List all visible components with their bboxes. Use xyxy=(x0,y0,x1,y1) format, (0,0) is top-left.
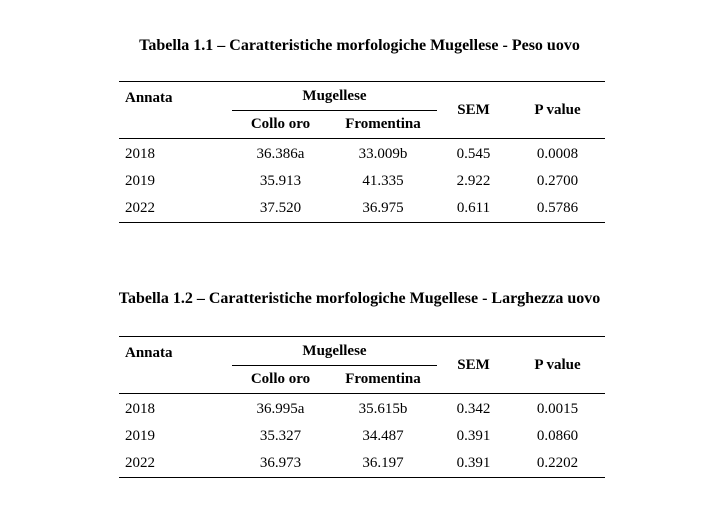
collo-oro-cell: 36.995a xyxy=(256,401,305,417)
collo-oro-cell: 35.327 xyxy=(259,428,302,444)
sem-cell: 0.611 xyxy=(437,195,510,223)
sem-cell: 2.922 xyxy=(456,173,491,189)
table-row xyxy=(119,139,605,169)
sem-cell: 0.342 xyxy=(456,401,491,417)
table-row xyxy=(119,450,605,478)
collo-oro-cell: 36.973 xyxy=(232,450,329,478)
sem-header: SEM xyxy=(437,337,510,394)
p-value-header: P value xyxy=(510,337,605,394)
year-cell: 2018 xyxy=(125,401,155,417)
p-value-cell: 0.0860 xyxy=(536,428,579,444)
table-row xyxy=(119,168,605,195)
fromentina-header: Fromentina xyxy=(329,366,437,394)
collo-oro-header: Collo oro xyxy=(232,366,329,394)
annata-header: Annata xyxy=(119,337,232,394)
fromentina-cell: 34.487 xyxy=(362,428,404,444)
mugellese-group-header: Mugellese xyxy=(232,82,437,111)
table-1-caption: Tabella 1.1 – Caratteristiche morfologiche Mugellese - Peso uovo xyxy=(139,37,580,54)
egg-width-table xyxy=(119,336,605,478)
fromentina-header: Fromentina xyxy=(329,111,437,139)
p-value-cell: 0.2700 xyxy=(536,173,579,189)
mugellese-group-header: Mugellese xyxy=(232,337,437,366)
fromentina-cell: 41.335 xyxy=(362,173,404,189)
sem-header: SEM xyxy=(437,82,510,139)
collo-oro-cell: 35.913 xyxy=(259,173,302,189)
p-value-cell: 0.0008 xyxy=(536,146,579,162)
collo-oro-cell: 36.386a xyxy=(256,146,305,162)
year-cell: 2022 xyxy=(119,195,232,223)
table-2-caption: Tabella 1.2 – Caratteristiche morfologiche Mugellese - Larghezza uovo xyxy=(118,290,601,307)
collo-oro-cell: 37.520 xyxy=(232,195,329,223)
p-value-cell: 0.2202 xyxy=(510,450,605,478)
p-value-cell: 0.5786 xyxy=(510,195,605,223)
sem-cell: 0.391 xyxy=(437,450,510,478)
sem-cell: 0.391 xyxy=(456,428,491,444)
fromentina-cell: 36.197 xyxy=(329,450,437,478)
collo-oro-header: Collo oro xyxy=(232,111,329,139)
fromentina-cell: 33.009b xyxy=(358,146,408,162)
table-row xyxy=(119,423,605,450)
p-value-header: P value xyxy=(510,82,605,139)
sem-cell: 0.545 xyxy=(456,146,491,162)
year-cell: 2019 xyxy=(125,173,155,189)
egg-weight-table xyxy=(119,81,605,223)
table-row xyxy=(119,394,605,424)
fromentina-cell: 35.615b xyxy=(358,401,408,417)
p-value-cell: 0.0015 xyxy=(536,401,579,417)
year-cell: 2019 xyxy=(125,428,155,444)
year-cell: 2022 xyxy=(119,450,232,478)
annata-header: Annata xyxy=(119,82,232,139)
fromentina-cell: 36.975 xyxy=(329,195,437,223)
table-row xyxy=(119,195,605,223)
year-cell: 2018 xyxy=(125,146,155,162)
